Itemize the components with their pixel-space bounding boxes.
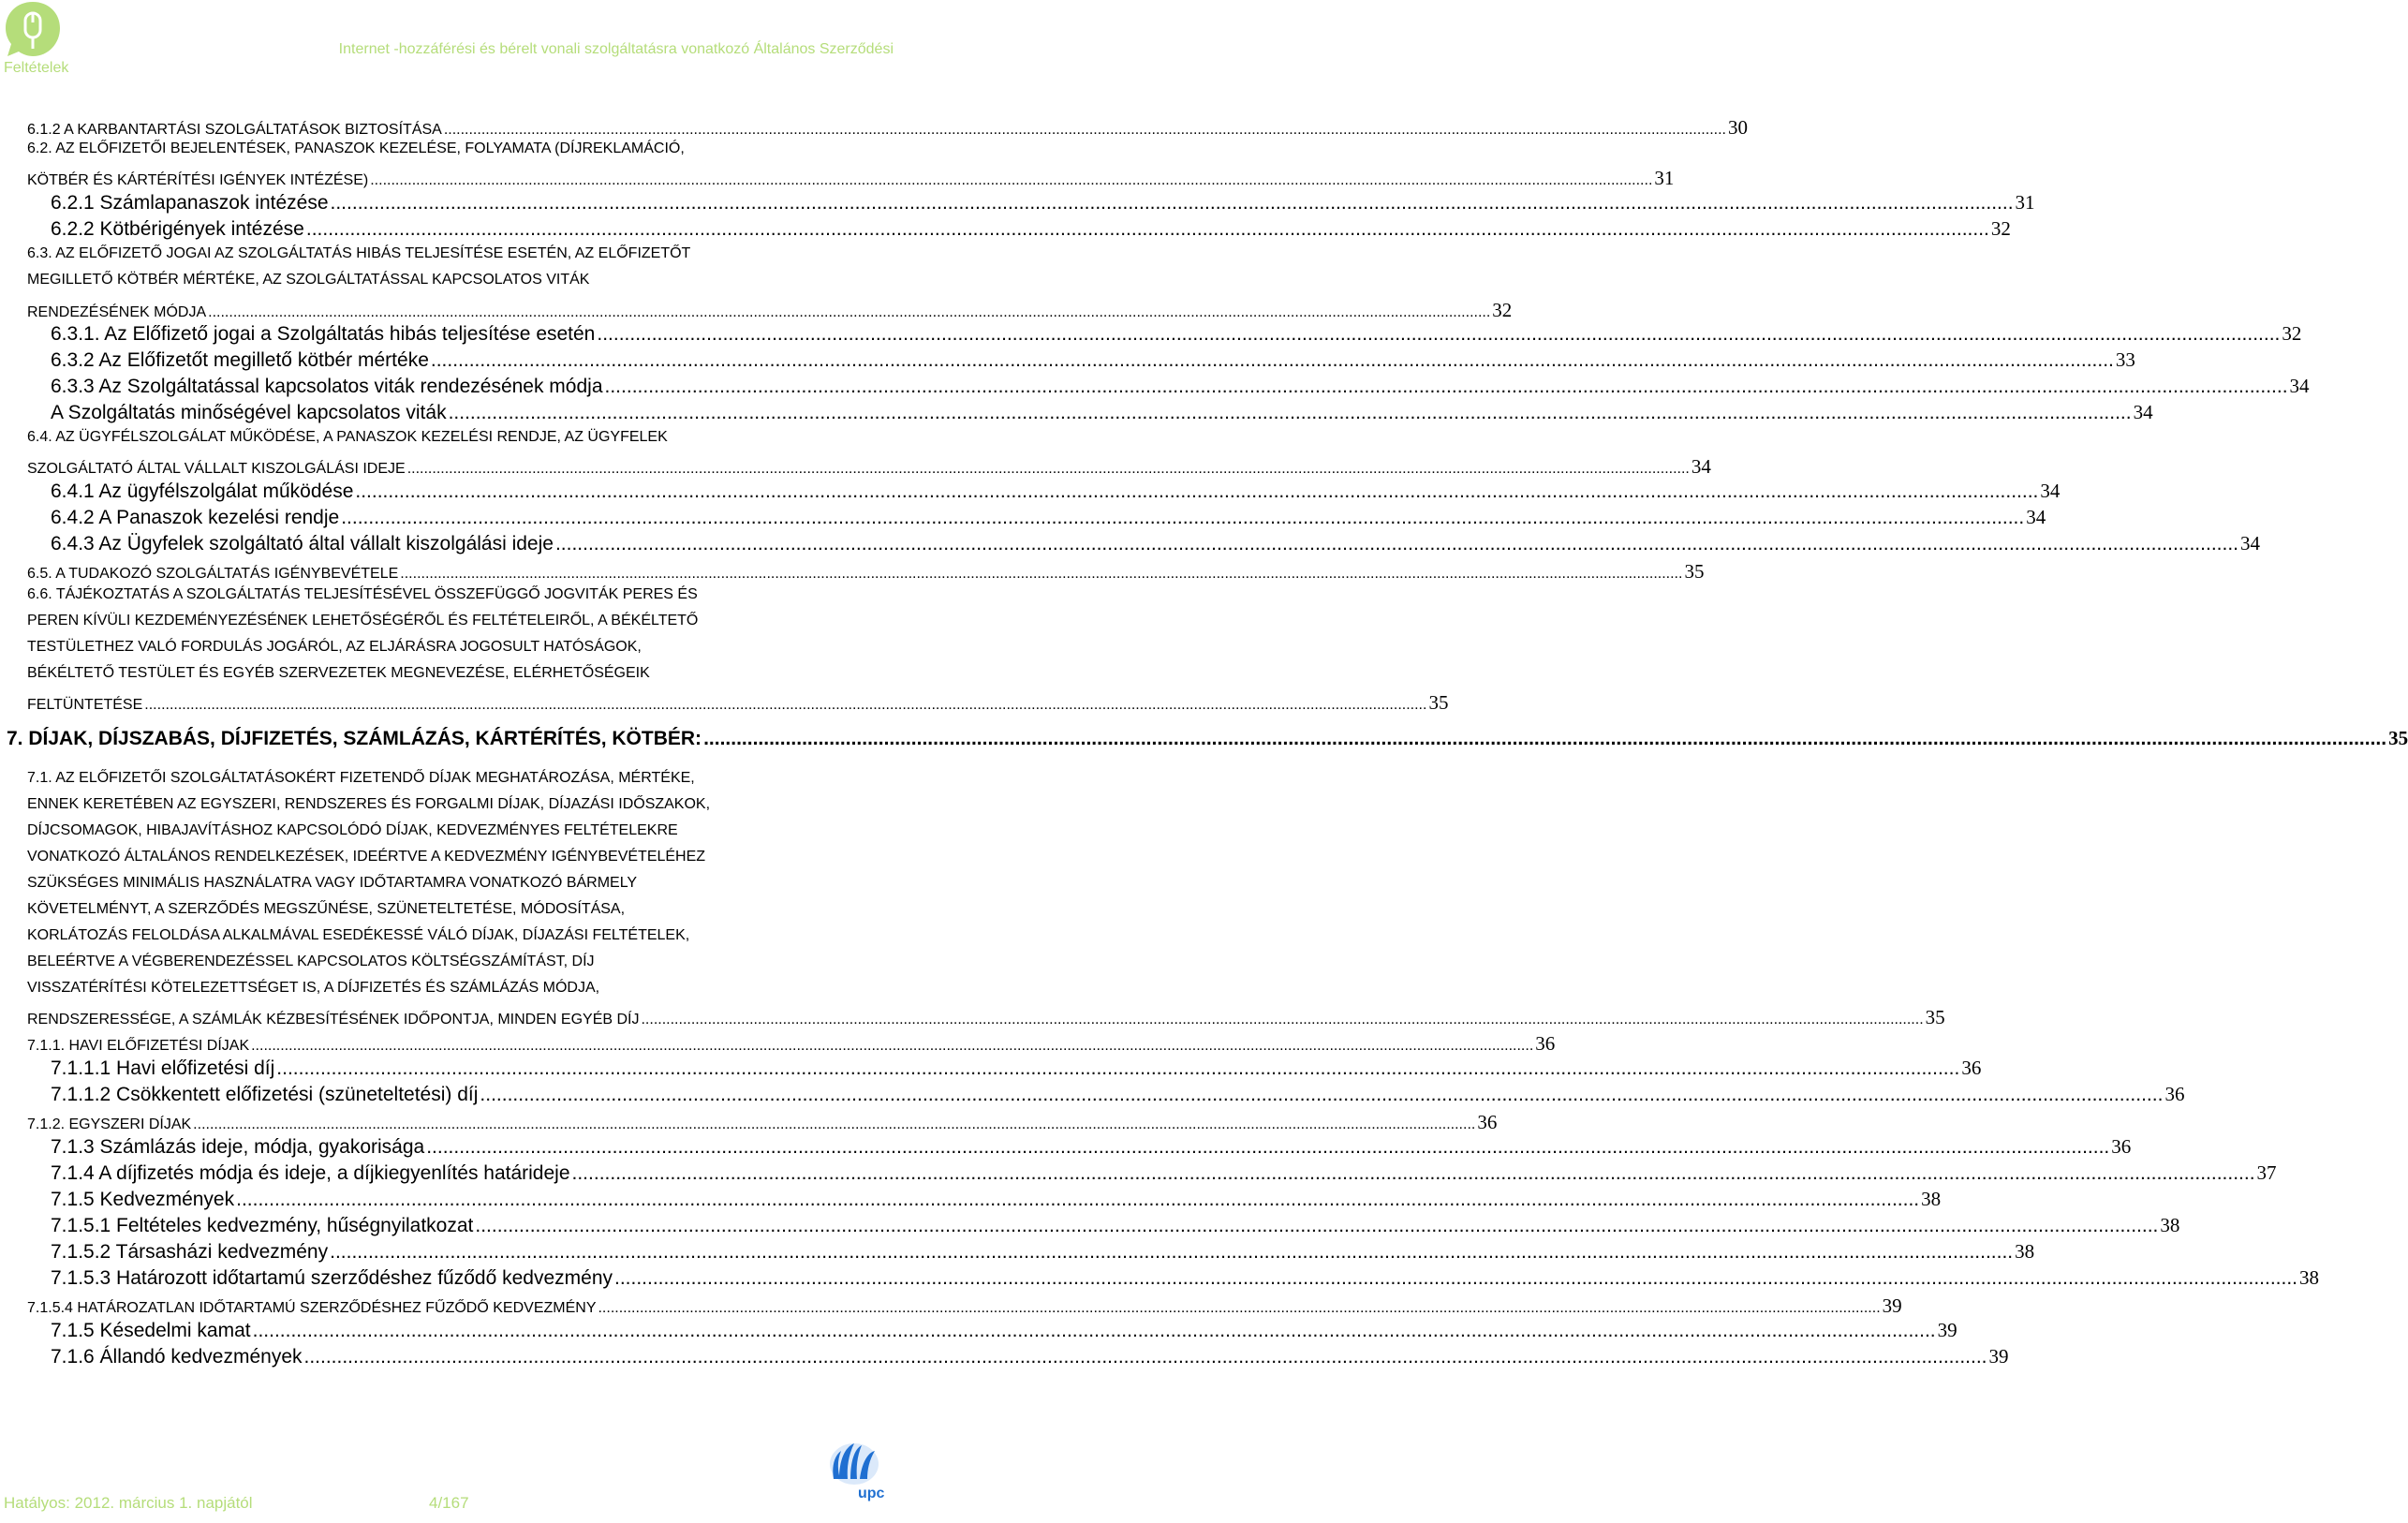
header-label: Feltételek	[4, 60, 69, 76]
toc-entry-title: 6.1.2 A KARBANTARTÁSI SZOLGÁLTATÁSOK BIZTOSÍTÁSA	[27, 122, 442, 138]
svg-text:upc: upc	[858, 1486, 885, 1501]
toc-entry-page: 34	[2133, 401, 2153, 423]
toc-entry-title: 6.4.2 A Panaszok kezelési rendje	[51, 507, 340, 528]
toc-entry[interactable]	[51, 1161, 2277, 1185]
toc-entry-page: 35	[1925, 1006, 1945, 1028]
toc-entry-title: 7.1.3 Számlázás ideje, módja, gyakorisága	[51, 1136, 425, 1158]
toc-entry-title: 7.1.2. EGYSZERI DÍJAK	[27, 1116, 192, 1132]
toc-entry-title: 7. DÍJAK, DÍJSZABÁS, DÍJFIZETÉS, SZÁMLÁZÁS, KÁRTÉRÍTÉS, KÖTBÉR:	[7, 728, 702, 749]
toc-leader	[251, 1038, 1533, 1055]
document-title: Internet -hozzáférési és bérelt vonali szolgáltatásra vonatkozó Általános Szerződési	[338, 41, 894, 57]
toc-entry-title: 6.4.1 Az ügyfélszolgálat működése	[51, 481, 354, 502]
toc-entry-page: 32	[1990, 217, 2011, 240]
toc-entry-line: 6.4. AZ ÜGYFÉLSZOLGÁLAT MŰKÖDÉSE, A PANASZOK KEZELÉSI RENDJE, AZ ÜGYFELEK	[27, 429, 668, 445]
toc-entry-line: TESTÜLETHEZ VALÓ FORDULÁS JOGÁRÓL, AZ ELJÁRÁSRA JOGOSULT HATÓSÁGOK,	[27, 639, 642, 655]
toc-entry[interactable]	[51, 401, 2153, 424]
toc-entry-line: KÖVETELMÉNYT, A SZERZŐDÉS MEGSZŰNÉSE, SZÜNETELTETÉSE, MÓDOSÍTÁSA,	[27, 901, 626, 917]
toc-entry[interactable]	[51, 1083, 2185, 1106]
toc-leader	[605, 376, 2288, 398]
toc-entry-page: 33	[2115, 348, 2135, 371]
toc-entry[interactable]	[51, 217, 2011, 241]
toc-entry-page: 34	[2040, 480, 2061, 502]
toc-entry-line: BELEÉRTVE A VÉGBERENDEZÉSSEL KAPCSOLATOS KÖLTSÉGSZÁMÍTÁST, DÍJ	[27, 954, 595, 969]
toc-leader	[475, 1215, 2158, 1237]
toc-entry[interactable]	[27, 299, 1513, 322]
toc-entry-page: 36	[1961, 1057, 1982, 1079]
toc-leader	[304, 1346, 1987, 1368]
toc-leader	[144, 697, 1426, 714]
toc-entry[interactable]	[27, 455, 1711, 479]
toc-entry[interactable]	[51, 322, 2302, 346]
toc-entry-page: 31	[2015, 191, 2035, 214]
toc-entry[interactable]	[27, 1032, 1556, 1056]
toc-leader	[555, 533, 2238, 555]
toc-leader	[597, 323, 2280, 346]
toc-entry-line: VISSZATÉRÍTÉSI KÖTELEZETTSÉGET IS, A DÍJFIZETÉS ÉS SZÁMLÁZÁS MÓDJA,	[27, 980, 600, 996]
toc-leader	[444, 122, 1726, 139]
toc-entry[interactable]	[51, 1319, 1957, 1342]
toc-entry-page: 37	[2256, 1161, 2277, 1184]
toc-entry-page: 38	[2299, 1266, 2320, 1289]
toc-entry-title: 7.1.5.2 Társasházi kedvezmény	[51, 1241, 329, 1263]
toc-entry-line: MEGILLETŐ KÖTBÉR MÉRTÉKE, AZ SZOLGÁLTATÁSSAL KAPCSOLATOS VITÁK	[27, 272, 590, 288]
toc-entry-title: KÖTBÉR ÉS KÁRTÉRÍTÉSI IGÉNYEK INTÉZÉSE)	[27, 172, 369, 188]
toc-entry-title: FELTÜNTETÉSE	[27, 697, 143, 713]
toc-entry-title: RENDEZÉSÉNEK MÓDJA	[27, 304, 207, 320]
toc-entry-page: 36	[2111, 1135, 2132, 1158]
toc-entry[interactable]	[51, 1345, 2009, 1368]
toc-entry-line: DÍJCSOMAGOK, HIBAJAVÍTÁSHOZ KAPCSOLÓDÓ DÍJAK, KEDVEZMÉNYES FELTÉTELEKRE	[27, 822, 678, 838]
toc-entry[interactable]	[51, 1240, 2035, 1264]
toc-leader	[370, 172, 1652, 189]
toc-entry-line: ENNEK KERETÉBEN AZ EGYSZERI, RENDSZERES ÉS FORGALMI DÍJAK, DÍJAZÁSI IDŐSZAKOK,	[27, 796, 711, 812]
toc-entry-line: 6.3. AZ ELŐFIZETŐ JOGAI AZ SZOLGÁLTATÁS HIBÁS TELJESÍTÉSE ESETÉN, AZ ELŐFIZETŐT	[27, 245, 691, 261]
effective-date: Hatályos: 2012. március 1. napjától	[4, 1494, 253, 1512]
toc-entry-title: 6.2.2 Kötbérigények intézése	[51, 218, 304, 240]
toc-leader	[426, 1136, 2109, 1159]
toc-entry-page: 35	[2388, 727, 2408, 749]
toc-entry-line: 7.1. AZ ELŐFIZETŐI SZOLGÁLTATÁSOKÉRT FIZETENDŐ DÍJAK MEGHATÁROZÁSA, MÉRTÉKE,	[27, 770, 695, 786]
toc-entry[interactable]	[51, 1188, 1942, 1211]
toc-entry-title: 6.3.3 Az Szolgáltatással kapcsolatos viták rendezésének módja	[51, 376, 603, 397]
toc-entry-title: 6.4.3 Az Ügyfelek szolgáltató által vállalt kiszolgálási ideje	[51, 533, 554, 554]
page-number: 4/167	[429, 1494, 469, 1512]
toc-entry-line: 6.2. AZ ELŐFIZETŐI BEJELENTÉSEK, PANASZOK KEZELÉSE, FOLYAMATA (DÍJREKLAMÁCIÓ,	[27, 140, 685, 156]
toc-entry[interactable]	[51, 191, 2035, 214]
toc-leader	[614, 1267, 2297, 1290]
toc-leader	[400, 566, 1682, 583]
toc-entry[interactable]	[51, 1057, 1982, 1080]
toc-entry-title: 6.2.1 Számlapanaszok intézése	[51, 192, 329, 214]
toc-leader	[341, 507, 2024, 529]
toc-entry-page: 39	[1988, 1345, 2009, 1368]
toc-entry[interactable]	[51, 348, 2135, 372]
toc-entry-title: 7.1.6 Állandó kedvezmények	[51, 1346, 303, 1368]
toc-entry-line: 6.6. TÁJÉKOZTATÁS A SZOLGÁLTATÁS TELJESÍTÉSÉVEL ÖSSZEFÜGGŐ JOGVITÁK PERES ÉS	[27, 586, 698, 602]
toc-leader	[449, 402, 2132, 424]
toc-entry[interactable]	[51, 532, 2260, 555]
toc-entry[interactable]	[27, 560, 1705, 584]
toc-leader	[572, 1162, 2255, 1185]
toc-entry-page: 36	[1535, 1032, 1556, 1055]
toc-entry-title: 7.1.1.1 Havi előfizetési díj	[51, 1057, 275, 1079]
toc-entry-page: 38	[2160, 1214, 2180, 1236]
toc-leader	[480, 1084, 2163, 1106]
toc-entry-title: 6.3.1. Az Előfizető jogai a Szolgáltatás hibás teljesítése esetén	[51, 323, 596, 345]
toc-entry-title: 7.1.5.3 Határozott időtartamú szerződéshez fűződő kedvezmény	[51, 1267, 613, 1289]
toc-entry-page: 38	[2015, 1240, 2035, 1263]
toc-entry-page: 34	[2026, 506, 2046, 528]
toc-entry-title: 7.1.1.2 Csökkentett előfizetési (szüneteltetési) díj	[51, 1084, 479, 1105]
toc-leader	[276, 1057, 1959, 1080]
toc-entry-page: 38	[1921, 1188, 1942, 1210]
toc-entry-line: VONATKOZÓ ÁLTALÁNOS RENDELKEZÉSEK, IDEÉRTVE A KEDVEZMÉNY IGÉNYBEVÉTELÉHEZ	[27, 849, 706, 865]
toc-leader	[208, 304, 1490, 321]
toc-entry[interactable]	[27, 1294, 1902, 1318]
toc-entry-title: 7.1.4 A díjfizetés módja és ideje, a díjkiegyenlítés határideje	[51, 1162, 570, 1184]
toc-entry-line: SZÜKSÉGES MINIMÁLIS HASZNÁLATRA VAGY IDŐTARTAMRA VONATKOZÓ BÁRMELY	[27, 875, 638, 891]
toc-entry-line: BÉKÉLTETŐ TESTÜLET ÉS EGYÉB SZERVEZETEK MEGNEVEZÉSE, ELÉRHETŐSÉGEIK	[27, 665, 650, 681]
toc-entry[interactable]	[27, 1006, 1945, 1029]
toc-entry[interactable]	[27, 691, 1449, 715]
toc-entry-page: 34	[2240, 532, 2260, 554]
toc-leader	[253, 1320, 1936, 1342]
toc-entry-page: 32	[1492, 299, 1513, 321]
toc-entry[interactable]	[51, 375, 2310, 398]
mouse-logo-icon	[4, 0, 62, 58]
toc-leader	[703, 728, 2386, 750]
toc-entry-title: SZOLGÁLTATÓ ÁLTAL VÁLLALT KISZOLGÁLÁSI IDEJE	[27, 461, 406, 477]
toc-entry-page: 36	[1477, 1111, 1498, 1133]
toc-leader	[306, 218, 1989, 241]
toc-entry[interactable]	[27, 167, 1675, 190]
toc-entry-page: 35	[1684, 560, 1705, 583]
toc-entry-page: 34	[2289, 375, 2310, 397]
toc-leader	[331, 192, 2014, 214]
toc-leader	[641, 1012, 1923, 1028]
toc-leader	[407, 461, 1690, 478]
toc-entry[interactable]	[51, 1266, 2320, 1290]
toc-leader	[330, 1241, 2013, 1264]
toc-entry-title: A Szolgáltatás minőségével kapcsolatos viták	[51, 402, 447, 423]
toc-entry-page: 30	[1727, 116, 1748, 139]
page-footer	[0, 1485, 899, 1523]
toc-entry-page: 39	[1882, 1294, 1902, 1317]
toc-entry-page: 35	[1428, 691, 1449, 714]
toc-leader	[598, 1300, 1880, 1317]
toc-entry[interactable]	[27, 1111, 1498, 1134]
toc-entry-page: 36	[2164, 1083, 2185, 1105]
toc-leader	[431, 349, 2114, 372]
page-header	[0, 0, 899, 89]
toc-entry-title: 6.5. A TUDAKOZÓ SZOLGÁLTATÁS IGÉNYBEVÉTELE	[27, 566, 399, 582]
toc-entry-line: PEREN KÍVÜLI KEZDEMÉNYEZÉSÉNEK LEHETŐSÉGÉRŐL ÉS FELTÉTELEIRŐL, A BÉKÉLTETŐ	[27, 613, 699, 628]
toc-entry[interactable]	[7, 727, 2408, 750]
toc-leader	[193, 1116, 1475, 1133]
toc-entry[interactable]	[51, 1135, 2132, 1159]
toc-entry-title: 6.3.2 Az Előfizetőt megillető kötbér mértéke	[51, 349, 429, 371]
toc-entry-page: 32	[2282, 322, 2302, 345]
toc-entry-title: 7.1.5 Késedelmi kamat	[51, 1320, 251, 1341]
toc-entry[interactable]	[51, 506, 2046, 529]
toc-entry[interactable]	[51, 480, 2061, 503]
toc-entry[interactable]	[51, 1214, 2180, 1237]
toc-entry-page: 34	[1691, 455, 1711, 478]
toc-entry-page: 31	[1654, 167, 1675, 189]
toc-entry-page: 39	[1937, 1319, 1957, 1341]
toc-entry-title: 7.1.5 Kedvezmények	[51, 1189, 235, 1210]
toc-entry-title: RENDSZERESSÉGE, A SZÁMLÁK KÉZBESÍTÉSÉNEK IDŐPONTJA, MINDEN EGYÉB DÍJ	[27, 1012, 640, 1028]
upc-logo-icon	[817, 1436, 892, 1511]
toc-leader	[355, 481, 2038, 503]
toc-entry[interactable]	[27, 116, 1748, 140]
toc-entry-line: KORLÁTOZÁS FELOLDÁSA ALKALMÁVAL ESEDÉKESSÉ VÁLÓ DÍJAK, DÍJAZÁSI FELTÉTELEK,	[27, 927, 690, 943]
toc-entry-title: 7.1.5.4 HATÁROZATLAN IDŐTARTAMÚ SZERZŐDÉSHEZ FŰZŐDŐ KEDVEZMÉNY	[27, 1300, 597, 1316]
toc-entry-title: 7.1.5.1 Feltételes kedvezmény, hűségnyilatkozat	[51, 1215, 474, 1236]
toc-entry-title: 7.1.1. HAVI ELŐFIZETÉSI DÍJAK	[27, 1038, 250, 1054]
toc-leader	[236, 1189, 1919, 1211]
